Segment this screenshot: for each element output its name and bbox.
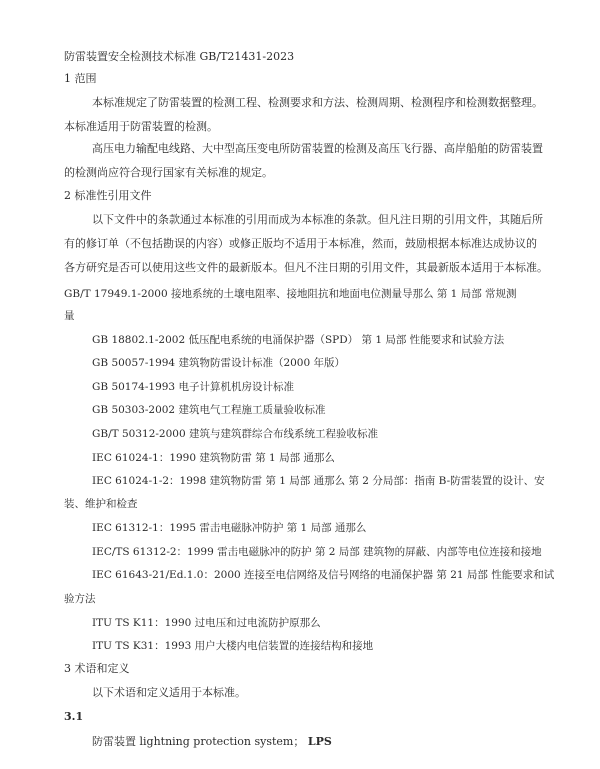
term-chinese: 防雷装置 [92,735,136,748]
reference-11-line-2: 验方法 [64,593,96,605]
reference-8-line-2: 装、维护和检查 [64,498,138,510]
reference-7: IEC 61024-1：1990 建筑物防雷 第 1 局部 通那么 [92,452,335,464]
section-1-title: 1 范围 [64,72,97,85]
clause-3-1-number: 3.1 [64,710,84,723]
clause-3-1-term [92,735,332,749]
reference-2: GB 18802.1-2002 低压配电系统的电涌保护器（SPD） 第 1 局部 性能要求和试验方法 [92,334,505,346]
reference-13: ITU TS K31：1993 用户大楼内电信装置的连接结构和接地 [92,640,374,652]
section-1-paragraph-2-line-1: 高压电力输配电线路、大中型高压变电所防雷装置的检测及高压飞行器、高岸船舶的防雷装置 [92,142,543,155]
section-2-intro-line-2: 有的修订单（不包括勘误的内容）或修正版均不适用于本标准，然而，鼓励根据本标准达成协议的 [64,237,537,250]
reference-3: GB 50057-1994 建筑物防雷设计标准（2000 年版） [92,357,346,369]
section-1-paragraph-1-line-2: 本标准适用于防雷装置的检测。 [64,120,218,133]
term-abbreviation: LPS [307,735,332,748]
section-1-paragraph-1-line-1: 本标准规定了防雷装置的检测工程、检测要求和方法、检测周期、检测程序和检测数据整理。 [92,96,543,109]
reference-5: GB 50303-2002 建筑电气工程施工质量验收标准 [92,404,326,416]
reference-11-line-1: IEC 61643-21/Ed.1.0：2000 连接至电信网络及信号网络的电涌保护器 第 21 局部 性能要求和试 [92,569,555,581]
term-english: lightning protection system； [139,735,305,748]
section-1-paragraph-2-line-2: 的检测尚应符合现行国家有关标准的规定。 [64,166,273,179]
section-3-intro: 以下术语和定义适用于本标准。 [92,686,246,699]
reference-9: IEC 61312-1：1995 雷击电磁脉冲防护 第 1 局部 通那么 [92,522,367,534]
document-header: 防雷装置安全检测技术标准 GB/T21431-2023 [64,50,295,63]
reference-1-line-2: 量 [64,310,75,322]
reference-8-line-1: IEC 61024-1-2：1998 建筑物防雷 第 1 局部 通那么 第 2 分局部：指南 B-防雷装置的设计、安 [92,475,545,487]
reference-10: IEC/TS 61312-2：1999 雷击电磁脉冲的防护 第 2 局部 建筑物的屏蔽、内部等电位连接和接地 [92,546,542,558]
section-2-title: 2 标准性引用文件 [64,189,152,202]
reference-4: GB 50174-1993 电子计算机机房设计标准 [92,381,294,393]
section-3-title: 3 术语和定义 [64,662,130,675]
reference-1-line-1: GB/T 17949.1-2000 接地系统的土壤电阻率、接地阻抗和地面电位测量导那么 第 1 局部 常规测 [64,288,517,300]
reference-12: ITU TS K11：1990 过电压和过电流防护原那么 [92,617,321,629]
section-2-intro-line-3: 各方研究是否可以使用这些文件的最新版本。但凡不注日期的引用文件，其最新版本适用于本标准。 [64,261,548,274]
reference-6: GB/T 50312-2000 建筑与建筑群综合布线系统工程验收标准 [92,428,378,440]
section-2-intro-line-1: 以下文件中的条款通过本标准的引用而成为本标准的条款。但凡注日期的引用文件，其随后所 [92,213,543,226]
